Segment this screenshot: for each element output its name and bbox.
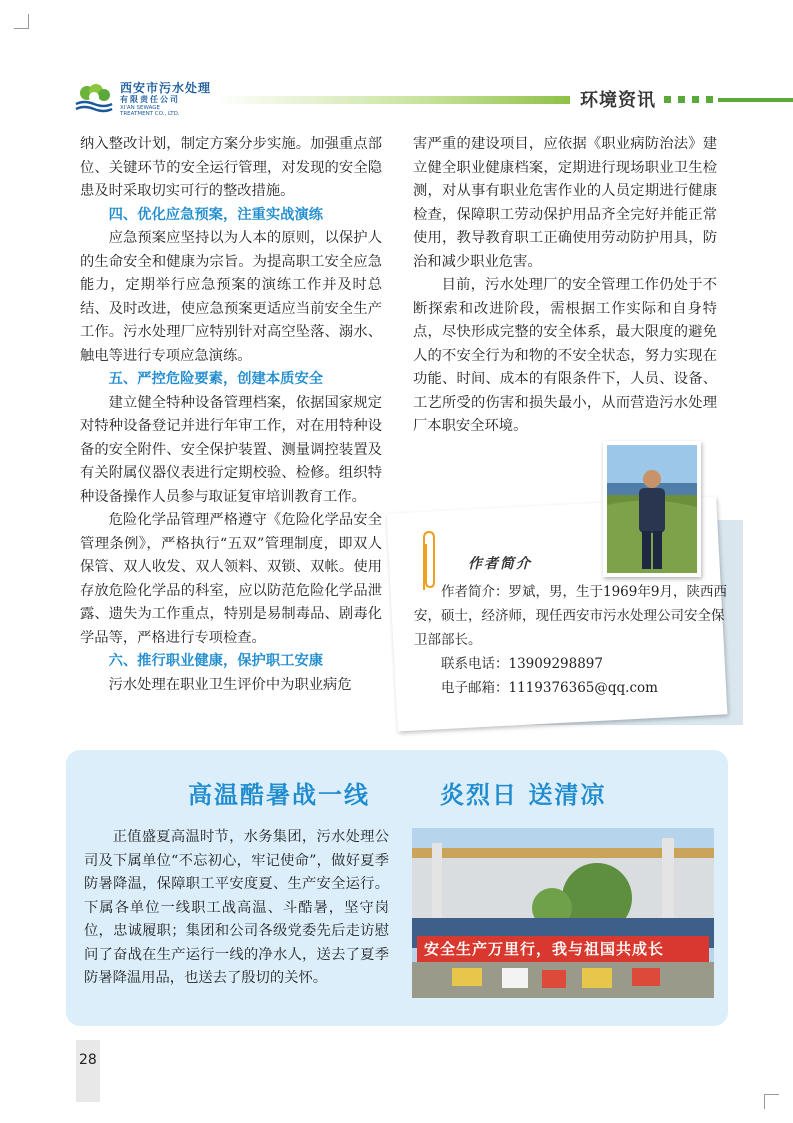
banner-slogan: 安全生产万里行，我与祖国共成长 xyxy=(424,940,665,958)
summer-title-right: 炎烈日 送清凉 xyxy=(440,781,607,809)
crop-mark xyxy=(764,1094,779,1109)
author-bio: 作者简介：罗斌，男，生于1969年9月，陕西西安，硕士，经济师，现任西安市污水处理公司安全保卫部部长。 xyxy=(414,584,727,648)
paragraph-hazardous-chemicals: 危险化学品管理严格遵守《危险化学品安全管理条例》，严格执行“五双”管理制度，即双人保管、双人收发、双人领料、双锁、双帐。使用存放危险化学品的科室，应以防范危险化学品泄露、遗失为工作重点，特别是易制毒品、剧毒化学品等，严格进行专项检查。 xyxy=(80,512,382,646)
summer-article xyxy=(84,826,389,991)
heading-hazard: 五、严控危险要素，创建本质安全 xyxy=(108,371,324,387)
author-photo xyxy=(603,441,701,577)
author-title: 作者简介 xyxy=(468,556,532,572)
header-square xyxy=(692,96,699,103)
section-title: 环境资讯 xyxy=(580,90,656,111)
heading-health: 六、推行职业健康，保护职工安康 xyxy=(108,653,324,669)
paragraph-emergency: 应急预案应坚持以为人本的原则，以保护人的生命安全和健康为宗旨。为提高职工安全应急能力，定期举行应急预案的演练工作并及时总结、及时改进，使应急预案更适应当前安全生产工作。污水处理厂应特别针对高空坠落、溺水、触电等进行专项应急演练。 xyxy=(80,230,382,364)
paragraph-conclusion: 目前，污水处理厂的安全管理工作仍处于不断探索和改进阶段，需根据工作实际和自身特点，尽快形成完整的安全体系，最大限度的避免人的不安全行为和物的不安全状态，努力实现在功能、时间、成本的有限条件下，人员、设备、工艺所受的伤害和损失最小，从而营造污水处理厂本职安全环境。 xyxy=(413,277,717,434)
company-logo-icon xyxy=(74,84,114,114)
company-logo-text xyxy=(120,82,211,117)
author-email: 电子邮箱：1119376365@qq.com xyxy=(441,680,658,696)
left-column xyxy=(80,133,382,697)
header-gradient-bar xyxy=(215,96,570,104)
logo-en-line2: TREATMENT CO., LTD. xyxy=(120,111,180,117)
continued-paragraph: 纳入整改计划，制定方案分步实施。加强重点部位、关键环节的安全运行管理，对发现的安全隐患及时采取切实可行的整改措施。 xyxy=(80,136,382,199)
summer-title-left: 高温酷暑战一线 xyxy=(188,781,370,809)
page-number: 28 xyxy=(79,1052,97,1068)
author-phone: 联系电话：13909298897 xyxy=(441,656,603,672)
group-photo xyxy=(412,828,714,998)
right-column xyxy=(413,133,717,439)
header-line xyxy=(718,98,793,102)
logo-name-line2: 有限责任公司 xyxy=(120,95,180,104)
author-info xyxy=(414,580,729,700)
heading-emergency: 四、优化应急预案，注重实战演练 xyxy=(108,206,324,223)
header-square xyxy=(664,96,671,103)
continued-paragraph-right: 害严重的建设项目，应依据《职业病防治法》建立健全职业健康档案，定期进行现场职业卫生检测，对从事有职业危害作业的人员定期进行健康检查，保障职工劳动保护用品齐全完好并能正常使用，教导教育职工正确使用劳动防护用具，防治和减少职业危害。 xyxy=(413,136,717,270)
crop-mark xyxy=(14,14,29,29)
paragraph-health: 污水处理在职业卫生评价中为职业病危 xyxy=(108,676,352,693)
page-number-box xyxy=(76,1040,100,1102)
header-square xyxy=(706,96,713,103)
header-square xyxy=(678,96,685,103)
logo-name-line1: 西安市污水处理 xyxy=(120,81,212,95)
logo-en-line1: XI'AN SEWAGE xyxy=(120,105,161,111)
paragraph-special-equipment: 建立健全特种设备管理档案，依据国家规定对特种设备登记并进行年审工作，对在用特种设备的安全附件、安全保护装置、测量调控装置及有关附属仪器仪表进行定期校验、检修。组织特种设备操作人员参与取证复审培训教育工作。 xyxy=(80,394,382,505)
summer-paragraph: 正值盛夏高温时节，水务集团，污水处理公司及下属单位“不忘初心，牢记使命”，做好夏季防暑降温，保障职工平安度夏、生产安全运行。下属各单位一线职工战高温、斗酷暑，坚守岗位，忠诚履职；集团和公司各级党委先后走访慰问了奋战在生产运行一线的净水人，送去了夏季防暑降温用品，也送去了殷切的关怀。 xyxy=(84,829,389,986)
